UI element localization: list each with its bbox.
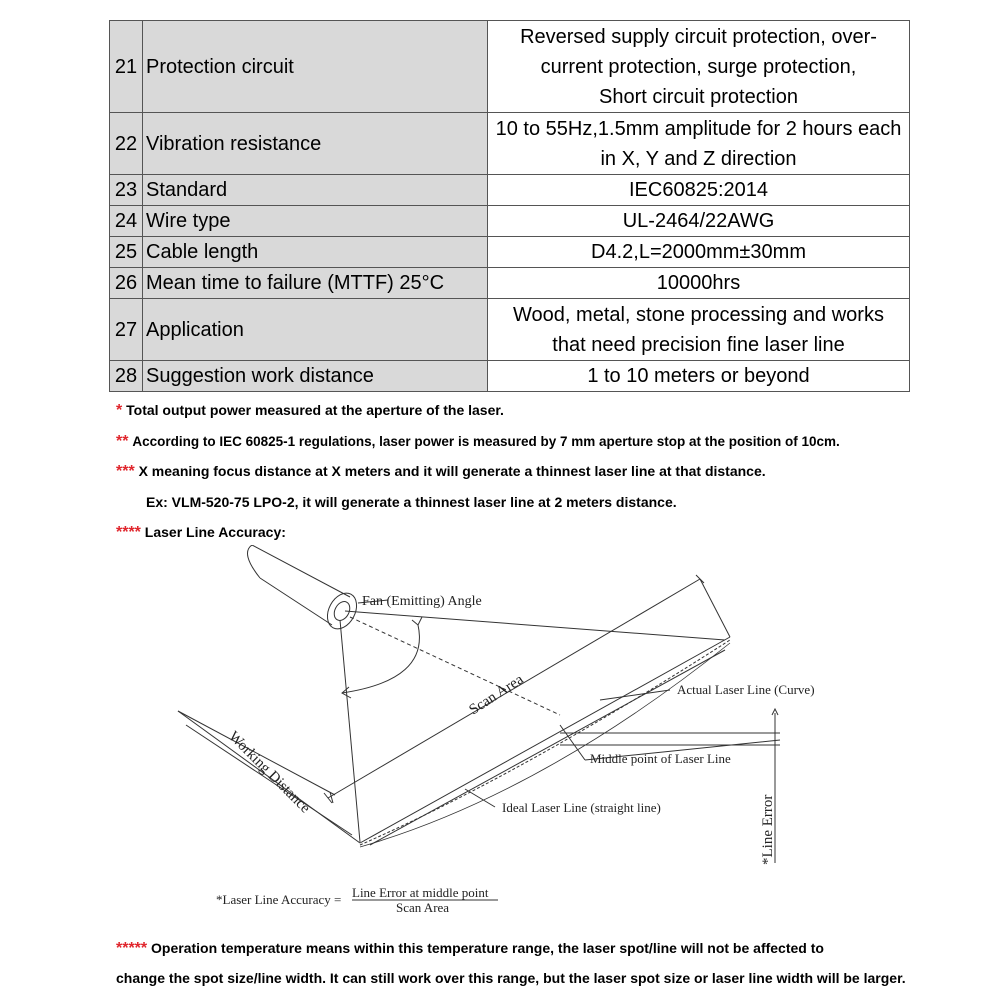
working-distance-label: Working Distance — [225, 728, 314, 817]
table-row — [110, 361, 910, 392]
note-stars: ***** — [116, 940, 148, 957]
formula-denominator: Scan Area — [396, 900, 450, 915]
actual-line-label: Actual Laser Line (Curve) — [677, 682, 815, 697]
fan-edge — [345, 611, 725, 640]
formula-lhs: *Laser Line Accuracy = — [216, 892, 342, 907]
formula-numerator: Line Error at middle point — [352, 885, 489, 900]
value-line: that need precision fine laser line — [552, 333, 845, 356]
value-line: in X, Y and Z direction — [600, 147, 797, 170]
row-number: 26 — [110, 268, 143, 299]
row-item: Vibration resistance — [143, 113, 488, 175]
actual-line-leader — [600, 690, 670, 700]
ideal-laser-line — [370, 650, 725, 845]
row-number: 27 — [110, 299, 143, 361]
note-text: Operation temperature means within this temperature range, the laser spot/line will not be affected to — [151, 940, 824, 956]
note-text: According to IEC 60825-1 regulations, laser power is measured by 7 mm aperture stop at the position of 10cm. — [132, 434, 840, 449]
line-error-label: *Line Error — [760, 794, 776, 865]
fan-angle-label: Fan (Emitting) Angle — [362, 594, 482, 609]
row-item: Suggestion work distance — [143, 361, 488, 392]
fan-edge — [350, 617, 560, 715]
ideal-line-leader — [465, 789, 495, 807]
row-item: Mean time to failure (MTTF) 25°C — [143, 268, 488, 299]
table-row — [110, 206, 910, 237]
note-stars: ** — [116, 433, 129, 450]
ideal-line-label: Ideal Laser Line (straight line) — [502, 800, 661, 815]
row-value — [488, 113, 910, 175]
note-3-example: Ex: VLM-520-75 LPO-2, it will generate a thinnest laser line at 2 meters distance. — [146, 494, 677, 510]
row-number: 28 — [110, 361, 143, 392]
scan-area-right-edge — [700, 579, 730, 637]
fan-angle-arc — [342, 625, 419, 693]
table-row — [110, 21, 910, 113]
row-number: 23 — [110, 175, 143, 206]
note-text: X meaning focus distance at X meters and it will generate a thinnest laser line at that distance. — [138, 463, 766, 479]
row-item: Cable length — [143, 237, 488, 268]
spec-table — [109, 20, 910, 392]
laser-aperture — [322, 588, 363, 634]
row-item: Application — [143, 299, 488, 361]
value-line: Wood, metal, stone processing and works — [513, 303, 884, 326]
laser-back-cap — [248, 545, 261, 578]
note-text: Total output power measured at the aperture of the laser. — [126, 402, 504, 418]
scan-area-label: Scan Area — [466, 671, 527, 719]
row-value — [488, 21, 910, 113]
note-4 — [116, 524, 286, 542]
row-value: 10000hrs — [488, 268, 910, 299]
middle-point-label: Middle point of Laser Line — [590, 751, 731, 766]
row-item: Wire type — [143, 206, 488, 237]
note-text: Laser Line Accuracy: — [144, 524, 286, 540]
note-5-continued: change the spot size/line width. It can still work over this range, but the laser spot size or laser line width will be larger. — [116, 970, 906, 986]
note-1 — [116, 402, 504, 420]
value-line: Reversed supply circuit protection, over- — [520, 25, 877, 48]
row-item: Standard — [143, 175, 488, 206]
row-value: IEC60825:2014 — [488, 175, 910, 206]
laser-body — [252, 545, 350, 625]
table-row — [110, 299, 910, 361]
table-row — [110, 175, 910, 206]
table-row — [110, 113, 910, 175]
note-stars: * — [116, 402, 123, 419]
note-stars: *** — [116, 463, 135, 480]
row-value: UL-2464/22AWG — [488, 206, 910, 237]
row-number: 22 — [110, 113, 143, 175]
row-value — [488, 299, 910, 361]
row-number: 21 — [110, 21, 143, 113]
value-line: Short circuit protection — [599, 85, 798, 108]
note-2 — [116, 433, 840, 451]
note-stars: **** — [116, 524, 141, 541]
note-3 — [116, 463, 766, 481]
row-number: 24 — [110, 206, 143, 237]
laser-line-accuracy-diagram — [160, 545, 850, 925]
value-line: 10 to 55Hz,1.5mm amplitude for 2 hours each — [495, 117, 902, 140]
row-value: 1 to 10 meters or beyond — [488, 361, 910, 392]
fan-edge — [340, 620, 360, 842]
row-item: Protection circuit — [143, 21, 488, 113]
note-5 — [116, 940, 824, 958]
row-value: D4.2,L=2000mm±30mm — [488, 237, 910, 268]
table-row — [110, 237, 910, 268]
value-line: current protection, surge protection, — [540, 55, 857, 78]
row-number: 25 — [110, 237, 143, 268]
table-row — [110, 268, 910, 299]
